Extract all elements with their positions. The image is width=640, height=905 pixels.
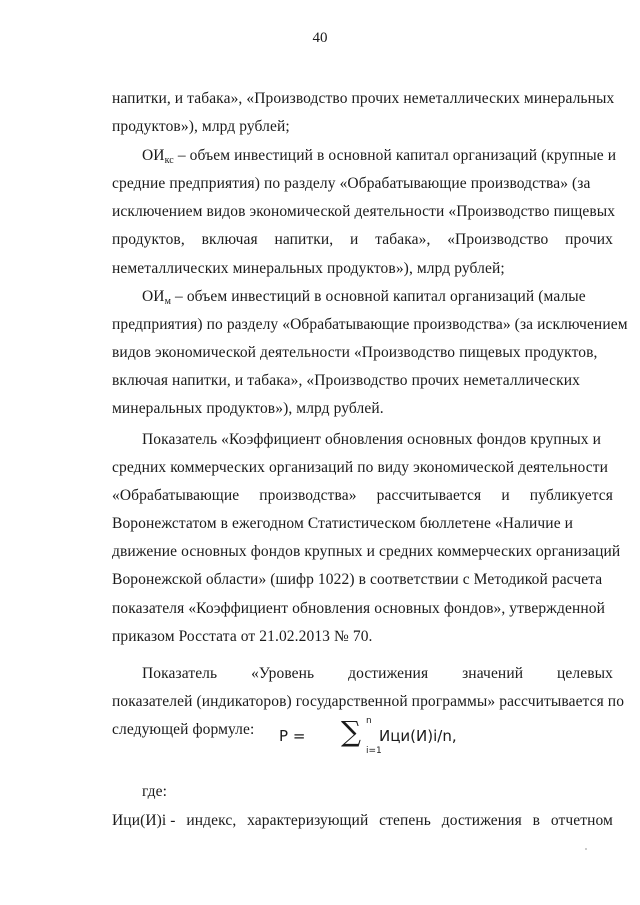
text-line — [112, 459, 613, 477]
text-line — [112, 693, 625, 711]
text-segment: Показатель «Коэффициент обновления основных фондов крупных и — [142, 431, 601, 448]
text-line — [112, 90, 613, 108]
text-segment: и — [350, 231, 359, 248]
text-line — [112, 344, 613, 362]
text-line — [112, 231, 613, 249]
formula-sigma: ∑ — [341, 715, 361, 748]
text-segment: предприятия) по разделу «Обрабатывающие производства» (за исключением — [112, 316, 628, 333]
text-segment: табака», — [375, 231, 431, 248]
formula-upper-limit: n — [366, 716, 372, 726]
text-segment: средние предприятия) по разделу «Обрабатывающие производства» (за — [112, 175, 591, 192]
text-line — [112, 316, 628, 334]
text-segment: достижения — [348, 665, 429, 682]
text-segment: исключением видов экономической деятельности «Производство пищевых — [112, 203, 616, 220]
text-line — [112, 260, 613, 278]
text-segment: «Уровень — [251, 665, 315, 682]
text-line — [112, 812, 613, 830]
text-segment: $ОИ_м$ – объем инвестиций в основной капитал организаций (малые — [142, 288, 586, 307]
text-line — [112, 515, 613, 533]
text-segment: где: — [142, 783, 168, 800]
text-line — [112, 118, 613, 136]
formula-lhs: P = — [279, 727, 306, 745]
text-segment: включая — [201, 231, 258, 248]
text-line — [142, 783, 640, 801]
text-segment: Ици(И)i - — [112, 812, 176, 829]
text-segment: продуктов, — [112, 231, 185, 248]
text-segment: в — [532, 812, 541, 829]
text-segment: степень — [379, 812, 431, 829]
text-line — [112, 175, 613, 193]
text-segment: публикуется — [529, 487, 613, 504]
formula — [0, 715, 640, 755]
text-segment: достижения — [441, 812, 522, 829]
text-segment: производства» — [259, 487, 357, 504]
text-segment: следующей формуле: — [112, 721, 255, 738]
text-segment: индекс, — [186, 812, 237, 829]
text-segment: Воронежстатом в ежегодном Статистическом бюллетене «Наличие и — [112, 515, 574, 532]
text-segment: отчетном — [550, 812, 613, 829]
text-segment: Воронежской области» (шифр 1022) в соответствии с Методикой расчета — [112, 571, 603, 588]
text-segment: прочих — [565, 231, 613, 248]
text-segment: целевых — [557, 665, 613, 682]
text-segment: видов экономической деятельности «Производство пищевых продуктов, — [112, 344, 598, 361]
text-line — [112, 203, 616, 221]
text-segment: напитки, — [274, 231, 334, 248]
text-segment: показателя «Коэффициент обновления основных фондов», утвержденной — [112, 600, 605, 617]
text-segment: $ОИ_{кс}$ – объем инвестиций в основной капитал организаций (крупные и — [142, 147, 617, 166]
text-line — [112, 400, 613, 418]
text-segment: характеризующий — [247, 812, 369, 829]
text-segment: рассчитывается — [376, 487, 482, 504]
text-line — [112, 487, 613, 505]
text-segment: и — [501, 487, 510, 504]
text-line — [112, 543, 621, 561]
text-line — [112, 571, 613, 589]
text-line — [112, 628, 613, 646]
text-segment: «Производство — [447, 231, 549, 248]
formula-lower-limit: i=1 — [366, 746, 382, 756]
text-segment: продуктов»), млрд рублей; — [112, 118, 290, 135]
text-segment: средних коммерческих организаций по виду экономической деятельности — [112, 459, 609, 476]
text-segment: неметаллических минеральных продуктов»), млрд рублей; — [112, 260, 505, 277]
text-line — [142, 665, 613, 683]
text-segment: напитки, и табака», «Производство прочих неметаллических минеральных — [112, 90, 615, 107]
page-number: 40 — [312, 30, 328, 46]
text-line — [142, 431, 613, 449]
text-segment: значений — [462, 665, 524, 682]
text-segment: минеральных продуктов»), млрд рублей. — [112, 400, 384, 417]
text-segment: движение основных фондов крупных и средних коммерческих организаций — [112, 543, 621, 560]
text-segment: показателей (индикаторов) государственной программы» рассчитывается по — [112, 693, 625, 710]
text-segment: включая напитки, и табака», «Производство прочих неметаллических — [112, 372, 581, 389]
text-line — [112, 600, 613, 618]
text-line — [142, 147, 617, 166]
text-segment: «Обрабатывающие — [112, 487, 240, 504]
scan-speck — [585, 848, 587, 850]
text-line — [112, 372, 613, 390]
text-line — [142, 288, 613, 307]
text-segment: Показатель — [142, 665, 218, 682]
text-segment: приказом Росстата от 21.02.2013 № 70. — [112, 628, 373, 645]
formula-rhs: Ици(И)i/n, — [379, 727, 457, 745]
